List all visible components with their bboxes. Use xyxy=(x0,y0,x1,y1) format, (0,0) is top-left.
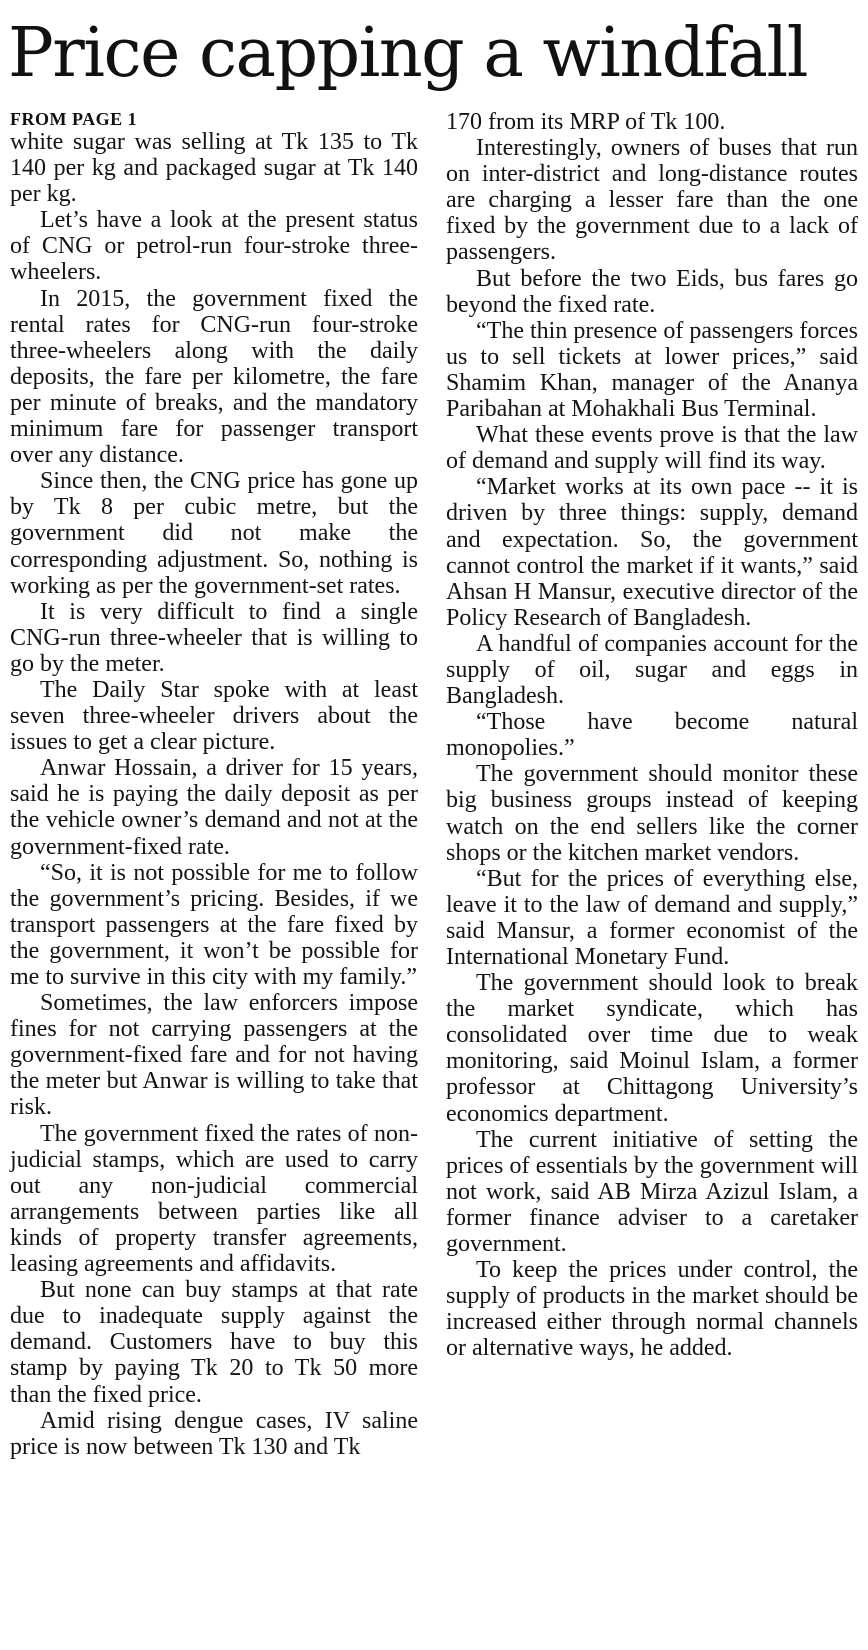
paragraph: It is very difficult to find a single CNG-run three-wheeler that is willing to go by the meter. xyxy=(10,598,418,677)
paragraph: To keep the prices under control, the supply of products in the market should be increased either through normal channels or alternative ways, he added. xyxy=(446,1257,858,1362)
paragraph: Interestingly, owners of buses that run on inter-district and long-distance routes are charging a lesser fare than the one fixed by the government due to a lack of passengers. xyxy=(446,135,858,266)
paragraph: Anwar Hossain, a driver for 15 years, said he is paying the daily deposit as per the vehicle owner’s demand and not at the government-fixed rate. xyxy=(10,755,418,860)
paragraph: “But for the prices of everything else, leave it to the law of demand and supply,” said Mansur, a former economist of the International Monetary Fund. xyxy=(446,865,858,970)
paragraph: The current initiative of setting the prices of essentials by the government will not work, said AB Mirza Azizul Islam, a former finance adviser to a caretaker government. xyxy=(446,1126,858,1258)
paragraph: The government should look to break the market syndicate, which has consolidated over time due to weak monitoring, said Moinul Islam, a former professor at Chittagong University’s economics department. xyxy=(446,970,858,1127)
paragraph: “The thin presence of passengers forces us to sell tickets at lower prices,” said Shamim Khan, manager of the Ananya Paribahan at Mohakhali Bus Terminal. xyxy=(446,317,858,423)
paragraph: The Daily Star spoke with at least seven three-wheeler drivers about the issues to get a clear picture. xyxy=(10,676,418,756)
article-column-left xyxy=(10,109,418,1460)
paragraph: Let’s have a look at the present status of CNG or petrol-run four-stroke three-wheelers. xyxy=(10,207,418,286)
paragraph: The government should monitor these big business groups instead of keeping watch on the end sellers like the corner shops or the kitchen market vendors. xyxy=(446,761,858,866)
paragraph: 170 from its MRP of Tk 100. xyxy=(446,109,726,135)
paragraph: But before the two Eids, bus fares go beyond the fixed rate. xyxy=(446,265,858,318)
paragraph: “So, it is not possible for me to follow the government’s pricing. Besides, if we transport passengers at the fare fixed by the government, it won’t be possible for me to survive in this city with my family.” xyxy=(10,859,418,990)
paragraph: “Market works at its own pace -- it is driven by three things: supply, demand and expectation. So, the government cannot control the market if it wants,” said Ahsan H Mansur, executive director of the Policy Research of Bangladesh. xyxy=(446,474,858,631)
paragraph: What these events prove is that the law of demand and supply will find its way. xyxy=(446,422,858,475)
paragraph: white sugar was selling at Tk 135 to Tk 140 per kg and packaged sugar at Tk 140 per kg. xyxy=(10,129,418,208)
paragraph: “Those have become natural monopolies.” xyxy=(446,709,858,762)
paragraph: The government fixed the rates of non-judicial stamps, which are used to carry out any non-judicial commercial arrangements between parties like all kinds of property transfer agreements, leasing agreements and affidavits. xyxy=(10,1120,418,1278)
continuation-kicker: FROM PAGE 1 xyxy=(10,109,138,129)
paragraph: Sometimes, the law enforcers impose fines for not carrying passengers at the government-fixed fare and for not having the meter but Anwar is willing to take that risk. xyxy=(10,990,418,1121)
paragraph: Amid rising dengue cases, IV saline price is now between Tk 130 and Tk xyxy=(10,1407,418,1460)
paragraph: But none can buy stamps at that rate due to inadequate supply against the demand. Customers have to buy this stamp by paying Tk 20 to Tk 50 more than the fixed price. xyxy=(10,1277,418,1408)
paragraph: A handful of companies account for the supply of oil, sugar and eggs in Bangladesh. xyxy=(446,630,858,710)
paragraph: Since then, the CNG price has gone up by Tk 8 per cubic metre, but the government did not make the corresponding adjustment. So, nothing is working as per the government-set rates. xyxy=(10,468,418,599)
article-column-right xyxy=(446,109,858,1362)
headline: Price capping a windfall xyxy=(8,14,807,93)
paragraph: In 2015, the government fixed the rental rates for CNG-run four-stroke three-wheelers along with the daily deposits, the fare per kilometre, the fare per minute of breaks, and the mandatory minimum fare for passenger transport over any distance. xyxy=(10,285,418,469)
